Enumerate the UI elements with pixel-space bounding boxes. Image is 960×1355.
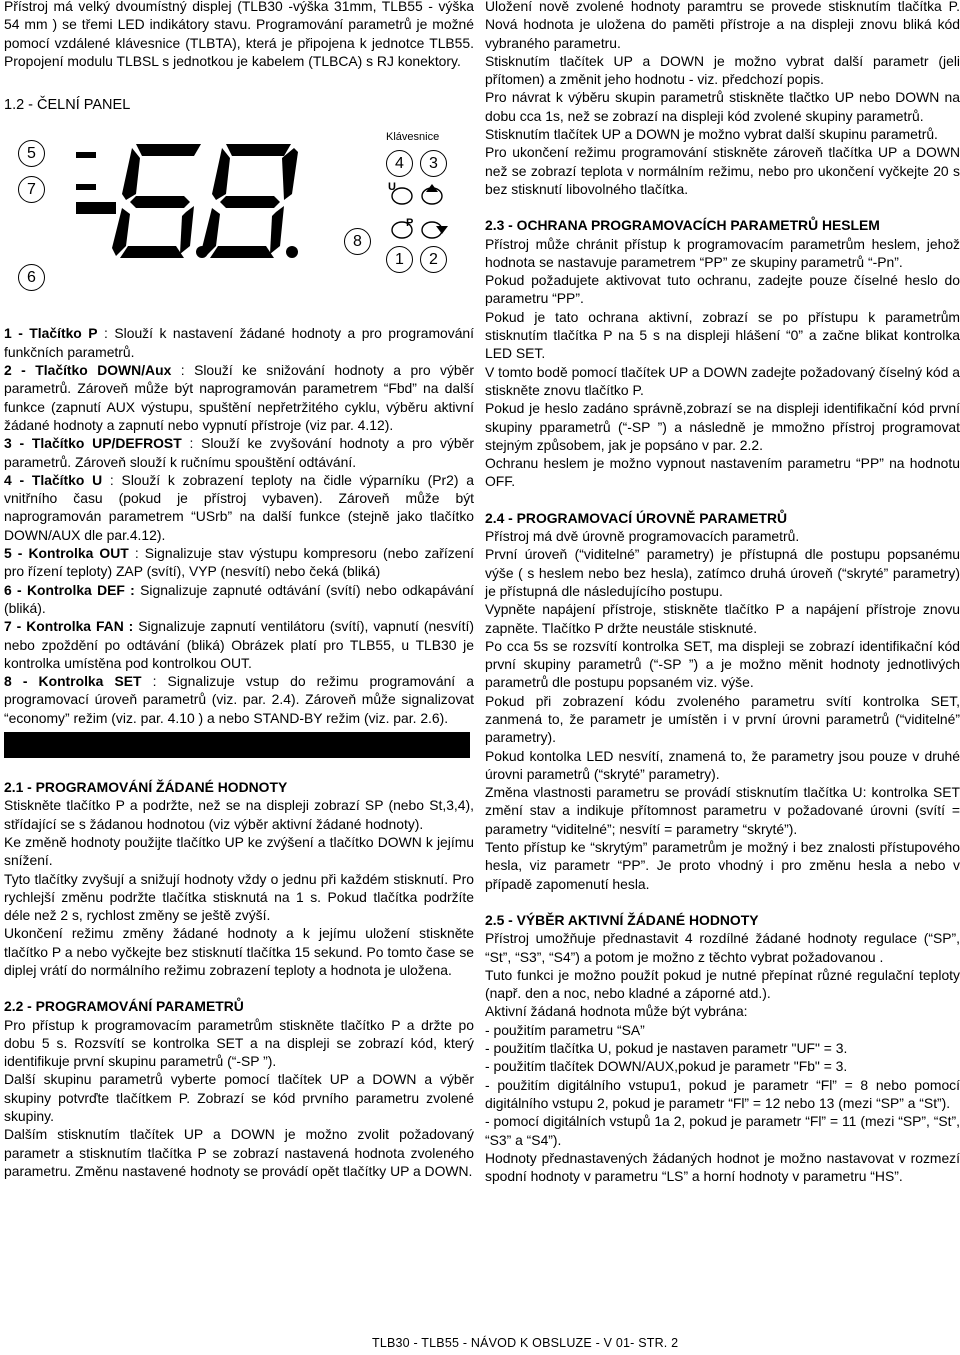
item-2-lead: 2 - Tlačítko DOWN/Aux: [4, 362, 172, 379]
p-2-3-a: Přístroj může chránit přístup k programovacím parametrům heslem, jehož hodnota se nastavuje parametrem “PP” ze skupiny parametrů “-Pn”.: [485, 235, 960, 270]
section-2-2-heading: 2.2 - PROGRAMOVÁNÍ PARAMETRŮ: [4, 998, 244, 1015]
list-2-5-item-3: - použitím tlačítek DOWN/AUX,pokud je parametr "Fb" = 3.: [485, 1058, 848, 1075]
p-2-5-b: Tuto funkci je možno použít pokud je nutné přepínat různé regulační teploty (např. den a noc, nebo kladné a záporné atd.).: [485, 966, 960, 1002]
section-2-3-heading: 2.3 - OCHRANA PROGRAMOVACÍCH PARAMETRŮ HESLEM: [485, 217, 880, 234]
right-column: [485, 0, 960, 1185]
p-2-3-c: Pokud je tato ochrana aktivní, zobrazí se po přístupu k parametrům stisknutím tlačítka P na 5 s na displeji hlášení “0” a začne blikat kontrolka LED SET.: [485, 308, 960, 362]
list-2-5-item-2: - použitím tlačítka U, pokud je nastaven parametr "UF" = 3.: [485, 1040, 848, 1057]
item-6-text: Signalizuje zapnuté odtávání (svítí) nebo odkapávání (bliká).: [4, 581, 474, 616]
section-1-2-heading: 1.2 - ČELNÍ PANEL: [4, 97, 131, 114]
p-2-1-b: Ke změně hodnoty použijte tlačítko UP ke zvýšení a tlačítko DOWN k jejímu snížení.: [4, 833, 474, 869]
key-label-up: 3: [420, 150, 447, 177]
item-1-text: : Slouží k nastavení žádané hodnoty a pro programování funkčních parametrů.: [4, 325, 475, 360]
p-2-1-d: Ukončení režimu změny žádané hodnoty a k jejímu uložení stiskněte tlačítko P a nebo vyčkejte bez stisknutí tlačítka 15 sekund. Po tomto čase se diplej vrátí do normálního režimu zobrazení teploty a hodnota je uložena.: [4, 925, 474, 978]
key-label-p: 1: [386, 246, 413, 273]
p-2-4-d: Po cca 5s se rozsvítí kontrolka SET, ma displeji se zobrazí identifikační kód první skupiny parametrů (“-SP ”) a je možno měnit hodnoty jednotlivých parametrů dle postupu popsaném viz. výše.: [485, 637, 960, 691]
left-column: [4, 0, 474, 1180]
page-footer: TLB30 - TLB55 - NÁVOD K OBSLUZE - V 01- STR. 2: [372, 1336, 679, 1350]
p-2-5-c: Aktivní žádaná hodnota může být vybrána:: [485, 1003, 748, 1020]
p-2-2-a: Pro přístup k programovacím parametrům stiskněte tlačítko P a držte po dobu 5 s. Rozsvítí se kontrolka SET a na displeji se zobrazí kód, který identifikuje první skupinu parametrů (“-SP ”).: [4, 1016, 474, 1070]
p-right-a: Uložení nově zvolené hodnoty paramtru se provede stisknutím tlačítka P. Nová hodnota je uložena do paměti přístroje a na displeji znovu bliká kód vybraného parametru.: [485, 0, 960, 51]
item-4-text: : Slouží k zobrazení teploty na čidle výparníku (Pr2) a vnitřního času (pokud je přístroj vybaven). Zároveň může být naprogramován parametrem “USrb” na další funkce (stejně jako tlačítko DOWN/AUX dle par.4.12).: [4, 471, 474, 543]
led-label-def: 6: [18, 264, 45, 291]
list-2-5-item-1: - použitím parametru “SA”: [485, 1021, 645, 1038]
item-2: [4, 361, 474, 434]
item-8: [4, 672, 474, 727]
intro-paragraph: Přístroj má velký dvoumístný displej (TLB30 -výška 31mm, TLB55 - výška 54 mm ) se třemi LED indikátory stavu. Programování parametrů je možné pomocí vzdálené klávesnice (TLBTA), která je připojena k jednotce TLB55. Propojení modulu TLBSL s jednotkou je kabelem (TLBCA) s RJ konektory.: [4, 0, 474, 69]
p-2-5-d: Hodnoty přednastavených žádaných hodnot je možno nastavovat v rozmezí spodní hodnoty v parametru “LS” a horní hodnoty v parametru “HS”.: [485, 1149, 960, 1185]
item-8-lead: 8 - Kontrolka SET: [4, 673, 142, 690]
item-3-lead: 3 - Tlačítko UP/DEFROST: [4, 435, 182, 452]
p-2-2-b: Další skupinu parametrů vyberte pomocí tlačítek UP a DOWN a výběr skupiny potvrďte tlačítkem P. Zobrazí se kód prvního parametru zvolené skupiny.: [4, 1071, 474, 1125]
led-label-set: 8: [344, 228, 371, 255]
p-2-1-c: Tyto tlačítky zvyšují a snižují hodnoty vždy o jednu při každém stisknutí. Pro rychlejší změnu podržte tlačítka stisknutá na 1 s. Pokud tlačítka podržíte déle než 2 s, rychlost změny se ještě zvýší.: [4, 870, 474, 924]
keyboard-label: Klávesnice: [386, 131, 440, 144]
item-7: [4, 617, 474, 672]
p-right-c: Pro návrat k výběru skupin parametrů stiskněte tlačtko UP nebo DOWN na dobu cca 1s, než se zobrazí na displeji kód zvolené skupiny parametrů.: [485, 89, 960, 124]
p-2-4-e: Pokud při zobrazení kódu zvoleného parametru svítí kontrolka SET, zanmená to, že parametr je umístěn i v první úrovni parametrů (“viditelné” parametry).: [485, 692, 960, 746]
p-2-2-c: Dalším stisknutím tlačítek UP a DOWN je možno zvolit požadovaný parametr a stisknutím tlačítka P se zobrazí nastavená hodnota zvoleného parametru. Změnu nastavené hodnoty se provádí opět tlačítky UP a DOWN.: [4, 1126, 474, 1179]
item-3: [4, 434, 474, 471]
section-2-4-heading: 2.4 - PROGRAMOVACÍ ÚROVNĚ PARAMETRŮ: [485, 509, 788, 526]
key-label-u: 4: [386, 150, 413, 177]
key-u-letter: U: [388, 181, 396, 194]
p-right-b: Stisknutím tlačítek UP a DOWN je možno vybrat další parametr (jeli přítomen) a změnit jeho hodnotu - viz. předchozí popis.: [485, 52, 960, 88]
p-2-3-e: Pokud je heslo zadáno správně,zobrazí se na displeji identifikační kód první skupiny pparametrů (“-SP ”) a následně je mmožno přístroj programovat stejným způsobem, jak je popsáno v par. 2.2.: [485, 400, 960, 453]
item-7-lead: 7 - Kontrolka FAN :: [4, 618, 134, 635]
p-2-4-a: Přístroj má dvě úrovně programovacích parametrů.: [485, 528, 800, 545]
p-2-4-b: První úroveň (“viditelné” parametry) je přístupná dle postupu popsanému výše ( s heslem nebo bez hesla), zatímco druhá úroveň (“skryté” parametry) je přístupná dle následujícího postupu.: [485, 546, 960, 599]
p-right-e: Pro ukončení režimu programování stiskněte zároveň tlačítka UP a DOWN než se zobrazí teplota v normálním režimu, nebo pro ukončení vyčkejte 20 s bez stisknutí libovolného tlačítka.: [485, 144, 960, 197]
section-divider-bar: [4, 732, 470, 758]
p-2-5-a: Přístroj umožňuje přednastavit 4 rozdílné žádané hodnoty regulace (“SP”, “St”, “S3”, “S4”) a potom je možno z těchto vybrat požadovanou .: [485, 930, 960, 965]
p-2-4-h: Tento přístup ke “skrytým” parametrům je možný i bez znalosti přístupového hesla, viz parametr “PP”. Je proto vhodný i pro změnu hesla a nebo v případě zapomenutí hesla.: [485, 839, 960, 892]
list-2-5-item-5: - pomocí digitálních vstupů 1a 2, pokud je parametr “Fl” = 11 (mezi “SP”, “St”, “S3” a “S4”).: [485, 1113, 960, 1148]
item-5: [4, 544, 474, 581]
item-4: [4, 471, 474, 544]
item-2-text: : Slouží ke snižování hodnoty a pro výběr parametrů. Zároveň může být naprogramován parametrem “Fbd” na další funkce (zapnutí AUX výstupu, spuštění nepřetržitého cyklu, výběru aktivní žádané hodnoty a zapnutí nebo vypnutí přístroje (viz par. 4.12).: [4, 362, 474, 433]
front-panel-diagram: [4, 114, 474, 324]
list-2-5-item-4: - použitím digitálního vstupu1, pokud je parametr “Fl” = 8 nebo pomocí digitálního vstupu 2, pokud je parametr “Fl” = 12 nebo 13 (mezi “SP” a “St”).: [485, 1076, 960, 1111]
p-2-3-b: Pokud požadujete aktivovat tuto ochranu, zadejte pouze číselné heslo do parametru “PP”.: [485, 272, 960, 307]
item-5-text: : Signalizuje stav výstupu kompresoru (nebo zařízení pro řízení teploty) ZAP (svítí), VYP (nesvítí) nebo čeká (bliká): [4, 545, 474, 580]
item-1: [4, 324, 474, 361]
item-1-lead: 1 - Tlačítko P: [4, 325, 98, 342]
item-7-text: Signalizuje zapnutí ventilátoru (svítí), vapnutí (nesvítí) nebo zpoždění po odtávání (bliká) Obrázek platí pro TLB55, u TLB30 je kontrolka umístěna pod kontrolkou OUT.: [4, 618, 474, 671]
item-5-lead: 5 - Kontrolka OUT: [4, 545, 129, 562]
item-8-text: : Signalizuje vstup do režimu programování a programovací úroveň parametrů (viz. par. 2.4). Zároveň může signalizovat “economy” režim (viz. par. 4.10 ) a nebo STAND-BY režim (viz. par. 2.6).: [4, 673, 474, 726]
section-2-5-heading: 2.5 - VÝBĚR AKTIVNÍ ŽÁDANÉ HODNOTY: [485, 911, 759, 928]
p-2-3-d: V tomto bodě pomocí tlačítek UP a DOWN zadejte požadovaný číselný kód a stiskněte znovu tlačítko P.: [485, 363, 960, 398]
item-6: [4, 581, 474, 618]
p-right-d: Stisknutím tlačítek UP a DOWN je možno vybrat další skupinu parametrů.: [485, 126, 938, 143]
p-2-3-f: Ochranu heslem je možno vypnout nastavením parametru “PP” na hodnotu OFF.: [485, 455, 960, 490]
p-2-1-a: Stiskněte tlačítko P a podržte, než se na displeji zobrazí SP (nebo St,3,4), střídající se s žádanou hodnotou (viz výběr aktivní žádané hodnoty).: [4, 797, 474, 832]
panel-items-list: [4, 324, 474, 727]
item-3-text: : Slouží ke zvyšování hodnoty a pro výběr parametrů. Zároveň slouží k ručnímu spouštění odtávání.: [4, 435, 474, 470]
item-6-lead: 6 - Kontrolka DEF :: [4, 581, 135, 598]
key-label-down: 2: [420, 246, 447, 273]
item-4-lead: 4 - Tlačítko U: [4, 471, 103, 488]
led-label-fan: 7: [18, 176, 45, 203]
p-2-4-c: Vypněte napájení přístroje, stiskněte tlačítko P a napájení přístroje znovu zapněte. Tlačítko P držte neustále stisknuté.: [485, 601, 960, 636]
led-label-out: 5: [18, 140, 45, 167]
p-2-4-f: Pokud kontolka LED nesvítí, znamená to, že parametry jsou pouze v druhé úrovni parametrů (“skryté” parametry).: [485, 747, 960, 782]
seven-segment-display: [76, 134, 346, 259]
p-2-4-g: Změna vlastnosti parametru se provádí stisknutím tlačítka U: kontrolka SET změní stav a indikuje přítomnost parametru v požadované úrovni (svítí = parametry “viditelné”; nesvítí = parametry “skryté”).: [485, 784, 960, 837]
key-p-letter: P: [406, 217, 414, 230]
section-2-1-heading: 2.1 - PROGRAMOVÁNÍ ŽÁDANÉ HODNOTY: [4, 779, 288, 796]
